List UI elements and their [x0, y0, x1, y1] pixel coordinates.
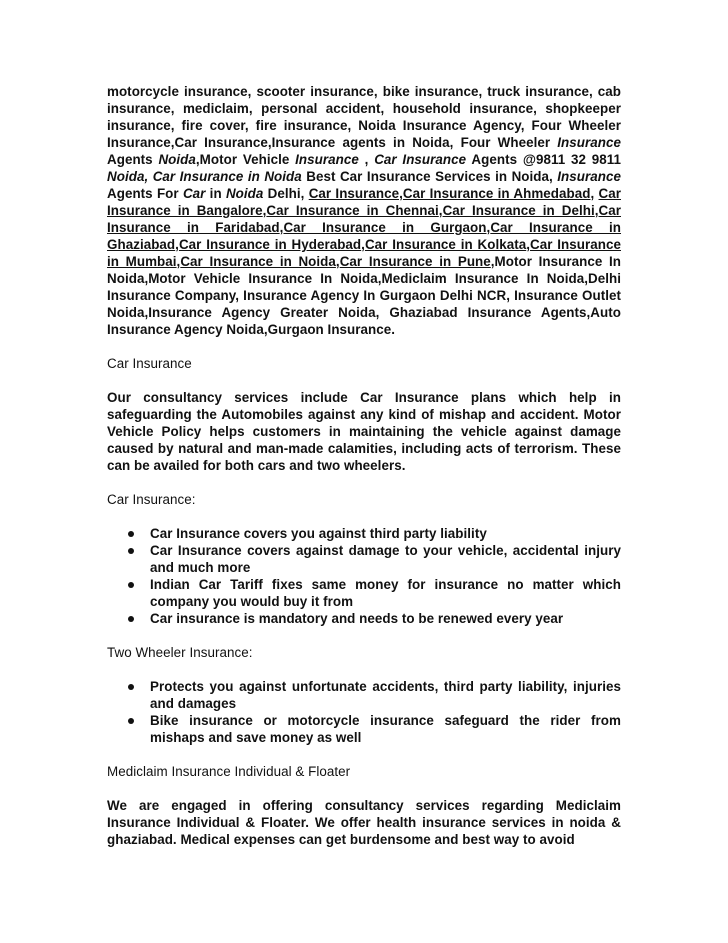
- mediclaim-paragraph: We are engaged in offering consultancy services regarding Mediclaim Insurance Individual & Floater. We offer health insurance services in noida & ghaziabad. Medical expenses can get burdensome and best way to avoid: [107, 798, 621, 847]
- list-item: [107, 542, 621, 576]
- intro-text: ,: [594, 203, 599, 218]
- intro-text: Agents @9811 32 9811: [466, 152, 621, 167]
- intro-keywords-paragraph: [107, 83, 621, 338]
- intro-text: ,: [176, 254, 181, 269]
- two-wheeler-list: [107, 678, 621, 746]
- bullet-icon: [128, 616, 134, 622]
- bullet-icon: [128, 582, 134, 588]
- intro-text: ,: [358, 152, 375, 167]
- intro-text: Delhi,: [263, 186, 309, 201]
- intro-text: ,: [590, 186, 599, 201]
- intro-text: in: [205, 186, 226, 201]
- intro-italic-text: Car: [182, 186, 206, 201]
- car-insurance-paragraph: Our consultancy services include Car Insurance plans which help in safeguarding the Automobiles against any kind of mishap and accident. Motor Vehicle Policy helps customers in maintaining the vehicle against damage caused by natural and man-made calamities, including acts of terrorism. These can be availed for both cars and two wheelers.: [107, 390, 621, 473]
- link-car-insurance-pune[interactable]: Car Insurance in Pune: [339, 254, 491, 269]
- link-car-insurance-kolkata[interactable]: Car Insurance in Kolkata: [364, 237, 527, 252]
- intro-italic-text: Insurance: [295, 152, 359, 167]
- link-car-insurance-chennai[interactable]: Car Insurance in Chennai: [266, 203, 439, 218]
- intro-text: ,Motor Insurance In Noida,Motor Vehicle Insurance In Noida,Mediclaim Insurance In Noida,Delhi Insurance Company, Insurance Agency In Gurgaon Delhi NCR, Insurance Outlet Noida,Insurance Agency Greater Noida, Ghaziabad Insurance Agents,Auto Insurance Agency Noida,Gurgaon Insurance.: [107, 254, 621, 337]
- intro-italic-text: Insurance: [557, 135, 621, 150]
- two-wheeler-heading: Two Wheeler Insurance:: [107, 645, 253, 660]
- list-item-text: Car Insurance covers against damage to your vehicle, accidental injury and much more: [150, 543, 621, 575]
- link-car-insurance-bangalore[interactable]: Car Insurance in Bangalore: [107, 186, 621, 218]
- intro-text: Best Car Insurance Services in Noida,: [301, 169, 558, 184]
- intro-italic-text: Insurance: [557, 169, 621, 184]
- intro-text: Agents For: [107, 186, 183, 201]
- intro-italic-text: Noida: [225, 186, 264, 201]
- intro-text: ,: [438, 203, 443, 218]
- car-insurance-list: [107, 525, 621, 627]
- intro-italic-text: Car Insurance: [374, 152, 467, 167]
- car-insurance-heading: Car Insurance: [107, 356, 192, 371]
- intro-text: ,: [175, 237, 179, 252]
- link-car-insurance-mumbai[interactable]: Car Insurance in Mumbai: [107, 237, 621, 269]
- bullet-icon: [128, 718, 134, 724]
- bullet-icon: [128, 684, 134, 690]
- link-car-insurance-noida[interactable]: Car Insurance in Noida: [180, 254, 336, 269]
- intro-italic-text: Noida: [158, 152, 196, 167]
- list-item: [107, 712, 621, 746]
- intro-italic-text: Noida, Car Insurance in Noida: [107, 169, 302, 184]
- list-item-text: Indian Car Tariff fixes same money for insurance no matter which company you would buy it from: [150, 577, 621, 609]
- list-item-text: Car Insurance covers you against third party liability: [150, 526, 487, 541]
- intro-text: ,: [361, 237, 365, 252]
- list-item: [107, 525, 621, 542]
- intro-text: motorcycle insurance, scooter insurance, bike insurance, truck insurance, cab insurance, mediclaim, personal accident, household insurance, shopkeeper insurance, fire cover, fire insurance, Noida Insurance Agency, Four Wheeler Insurance,Car Insurance,Insurance agents in Noida, Four Wheeler: [107, 84, 621, 150]
- list-item: [107, 678, 621, 712]
- bullet-icon: [128, 548, 134, 554]
- intro-text: Agents: [107, 152, 159, 167]
- car-insurance-list-heading: Car Insurance:: [107, 492, 196, 507]
- intro-text: ,: [526, 237, 531, 252]
- intro-text: ,: [262, 203, 267, 218]
- link-car-insurance-ahmedabad[interactable]: Car Insurance,Car Insurance in Ahmedabad: [308, 186, 591, 201]
- intro-text: ,Motor Vehicle: [195, 152, 296, 167]
- intro-text: ,: [279, 220, 284, 235]
- document-body: [107, 83, 621, 848]
- list-item-text: Car insurance is mandatory and needs to be renewed every year: [150, 611, 564, 626]
- link-car-insurance-faridabad[interactable]: Car Insurance in Faridabad: [107, 203, 621, 235]
- link-car-insurance-delhi[interactable]: Car Insurance in Delhi: [442, 203, 595, 218]
- link-car-insurance-ghaziabad[interactable]: Car Insurance in Ghaziabad: [107, 220, 622, 252]
- list-item-text: Bike insurance or motorcycle insurance safeguard the rider from mishaps and save money as well: [150, 713, 621, 745]
- list-item-text: Protects you against unfortunate accidents, third party liability, injuries and damages: [150, 679, 621, 711]
- intro-text: ,: [486, 220, 491, 235]
- list-item: [107, 576, 621, 610]
- intro-text: ,: [335, 254, 340, 269]
- mediclaim-heading: Mediclaim Insurance Individual & Floater: [107, 764, 351, 779]
- link-car-insurance-hyderabad[interactable]: Car Insurance in Hyderabad: [178, 237, 362, 252]
- list-item: [107, 610, 621, 627]
- bullet-icon: [128, 531, 134, 537]
- link-car-insurance-gurgaon[interactable]: Car Insurance in Gurgaon: [283, 220, 487, 235]
